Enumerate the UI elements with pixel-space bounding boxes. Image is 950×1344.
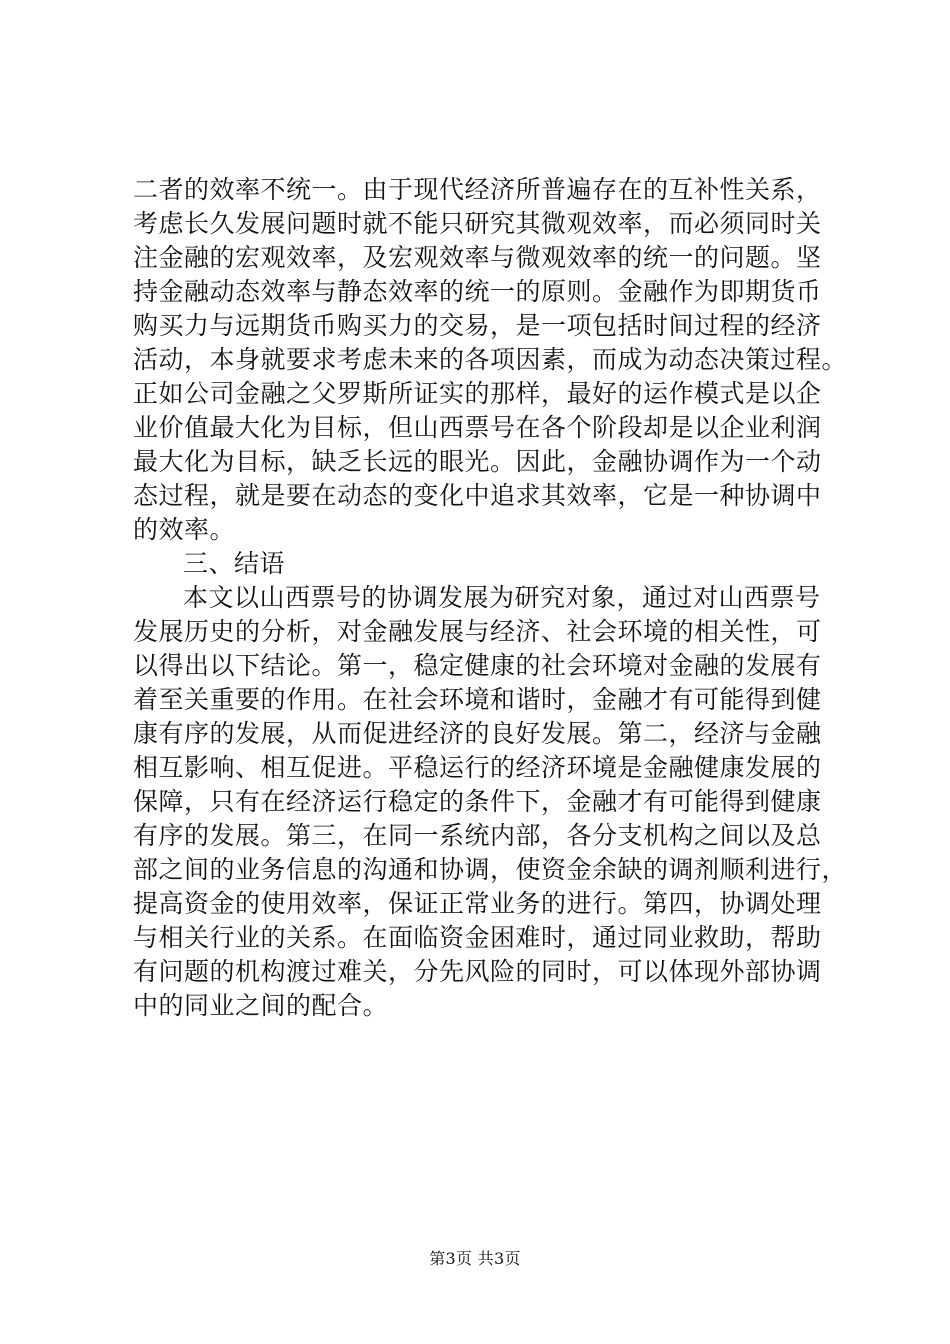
- paragraph-line: 着至关重要的作用。在社会环境和谐时，金融才有可能得到健: [133, 685, 822, 714]
- document-body: [133, 173, 848, 1023]
- paragraph-line: 正如公司金融之父罗斯所证实的那样，最好的运作模式是以企: [133, 379, 822, 408]
- paragraph-line: 提高资金的使用效率，保证正常业务的进行。第四，协调处理: [133, 889, 822, 918]
- paragraph-line: 相互影响、相互促进。平稳运行的经济环境是金融健康发展的: [133, 753, 822, 782]
- paragraph-line: 中的同业之间的配合。: [133, 991, 389, 1020]
- paragraph-line: 本文以山西票号的协调发展为研究对象，通过对山西票号: [183, 583, 821, 612]
- paragraph-line: 的效率。: [133, 515, 236, 544]
- paragraph-line: 康有序的发展，从而促进经济的良好发展。第二，经济与金融: [133, 719, 822, 748]
- paragraph-line: 有序的发展。第三，在同一系统内部，各分支机构之间以及总: [133, 821, 822, 850]
- paragraph-line: 最大化为目标，缺乏长远的眼光。因此，金融协调作为一个动: [133, 447, 822, 476]
- paragraph-line: 发展历史的分析，对金融发展与经济、社会环境的相关性，可: [133, 617, 822, 646]
- paragraph-line: 有问题的机构渡过难关，分先风险的同时，可以体现外部协调: [133, 957, 822, 986]
- paragraph-line: 以得出以下结论。第一，稳定健康的社会环境对金融的发展有: [133, 651, 822, 680]
- paragraph-line: 与相关行业的关系。在面临资金困难时，通过同业救助，帮助: [133, 923, 822, 952]
- paragraph-line: 业价值最大化为目标，但山西票号在各个阶段却是以企业利润: [133, 413, 822, 442]
- paragraph-line: 持金融动态效率与静态效率的统一的原则。金融作为即期货币: [133, 277, 822, 306]
- paragraph-line: 二者的效率不统一。由于现代经济所普遍存在的互补性关系，: [133, 175, 822, 204]
- paragraph-line: 注金融的宏观效率，及宏观效率与微观效率的统一的问题。坚: [133, 243, 822, 272]
- paragraph-line: 保障，只有在经济运行稳定的条件下，金融才有可能得到健康: [133, 787, 822, 816]
- paragraph-line: 活动，本身就要求考虑未来的各项因素，而成为动态决策过程。: [133, 345, 848, 374]
- paragraph-line: 购买力与远期货币购买力的交易，是一项包括时间过程的经济: [133, 311, 822, 340]
- page-number-footer: 第3页 共3页: [429, 1249, 521, 1268]
- section-heading: 三、结语: [183, 549, 286, 578]
- paragraph-line: 态过程，就是要在动态的变化中追求其效率，它是一种协调中: [133, 481, 822, 510]
- paragraph-line: 考虑长久发展问题时就不能只研究其微观效率，而必须同时关: [133, 209, 822, 238]
- paragraph-line: 部之间的业务信息的沟通和协调，使资金余缺的调剂顺利进行，: [133, 855, 848, 884]
